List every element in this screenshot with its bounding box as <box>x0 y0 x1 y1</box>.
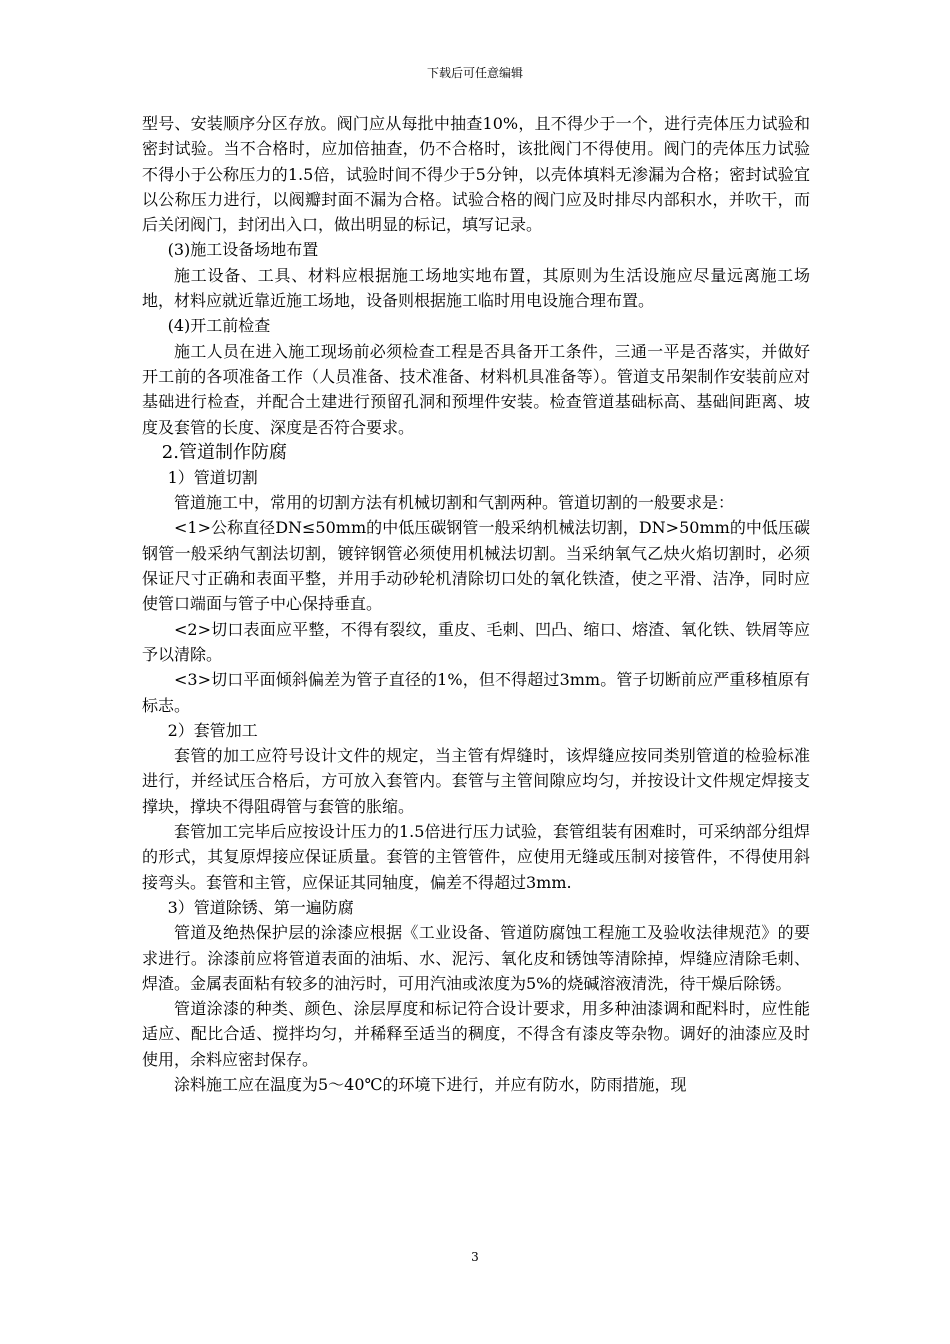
paragraph-sleeve-2: 套管加工完毕后应按设计压力的1.5倍进行压力试验，套管组装有困难时，可采纳部分组焊的形式，其复原焊接应保证质量。套管的主管管件，应使用无缝或压制对接管件，不得使用斜接弯头。套管和主管，应保证其同轴度，偏差不得超过3mm. <box>142 822 810 892</box>
heading-pipe-cutting: 1）管道切割 <box>167 467 258 487</box>
paragraph-sleeve-1: 套管的加工应符号设计文件的规定，当主管有焊缝时，该焊缝应按同类别管道的检验标准进行，并经试压合格后，方可放入套管内。套管与主管间隙应均匀，并按设计文件规定焊接支撑块，撑块不得阻碍管与套管的胀缩。 <box>142 746 810 816</box>
document-body <box>142 111 810 1097</box>
heading-rust-removal: 3）管道除锈、第一遍防腐 <box>167 897 354 917</box>
heading-equipment-site-layout: (3)施工设备场地布置 <box>167 240 319 260</box>
paragraph-cutting-rule-3: <3>切口平面倾斜偏差为管子直径的1%，但不得超过3mm。管子切断前应严重移植原有标志。 <box>142 670 810 715</box>
page-number: 3 <box>471 1250 479 1264</box>
paragraph-valve-inspection: 型号、安装顺序分区存放。阀门应从每批中抽查10%，且不得少于一个，进行壳体压力试验和密封试验。当不合格时，应加倍抽查，仍不合格时，该批阀门不得使用。阀门的壳体压力试验不得小于公称压力的1.5倍，试验时间不得少于5分钟，以壳体填料无渗漏为合格；密封试验宜以公称压力进行，以阀瓣封面不漏为合格。试验合格的阀门应及时排尽内部积水，并吹干，而后关闭阀门，封闭出入口，做出明显的标记，填写记录。 <box>142 114 810 235</box>
paragraph-cutting-intro: 管道施工中，常用的切割方法有机械切割和气割两种。管道切割的一般要求是： <box>174 493 735 513</box>
heading-pipe-fabrication: 2.管道制作防腐 <box>161 441 287 463</box>
paragraph-cutting-rule-1: <1>公称直径DN≤50mm的中低压碳钢管一般采纳机械法切割，DN>50mm的中低压碳钢管一般采纳气割法切割，镀锌钢管必须使用机械法切割。当采纳氧气乙炔火焰切割时，必须保证尺寸正确和表面平整，并用手动砂轮机清除切口处的氧化铁渣，使之平滑、洁净，同时应使管口端面与管子中心保持垂直。 <box>142 518 810 614</box>
paragraph-painting-3: 涂料施工应在温度为5～40℃的环境下进行，并应有防水，防雨措施，现 <box>174 1074 687 1094</box>
heading-pre-start-check: (4)开工前检查 <box>167 316 271 336</box>
paragraph-painting-2: 管道涂漆的种类、颜色、涂层厚度和标记符合设计要求，用多种油漆调和配料时，应性能适应、配比合适、搅拌均匀，并稀释至适当的稠度，不得含有漆皮等杂物。调好的油漆应及时使用，余料应密封保存。 <box>142 999 810 1069</box>
paragraph-painting-1: 管道及绝热保护层的涂漆应根据《工业设备、管道防腐蚀工程施工及验收法律规范》的要求进行。涂漆前应将管道表面的油垢、水、泥污、氧化皮和锈蚀等清除掉，焊缝应清除毛刺、焊渣。金属表面粘有较多的油污时，可用汽油或浓度为5%的烧碱溶液清洗，待干燥后除锈。 <box>142 923 810 993</box>
paragraph-cutting-rule-2: <2>切口表面应平整，不得有裂纹，重皮、毛刺、凹凸、缩口、熔渣、氧化铁、铁屑等应予以清除。 <box>142 619 810 664</box>
paragraph-pre-start-check: 施工人员在进入施工现场前必须检查工程是否具备开工条件，三通一平是否落实，并做好开工前的各项准备工作（人员准备、技术准备、材料机具准备等）。管道支吊架制作安装前应对基础进行检查，并配合土建进行预留孔洞和预埋件安装。检查管道基础标高、基础间距离、坡度及套管的长度、深度是否符合要求。 <box>142 341 810 437</box>
paragraph-site-layout: 施工设备、工具、材料应根据施工场地实地布置，其原则为生活设施应尽量远离施工场地，材料应就近靠近施工场地，设备则根据施工临时用电设施合理布置。 <box>142 265 810 311</box>
page-header: 下载后可任意编辑 <box>426 66 523 80</box>
heading-sleeve-processing: 2）套管加工 <box>167 720 258 740</box>
